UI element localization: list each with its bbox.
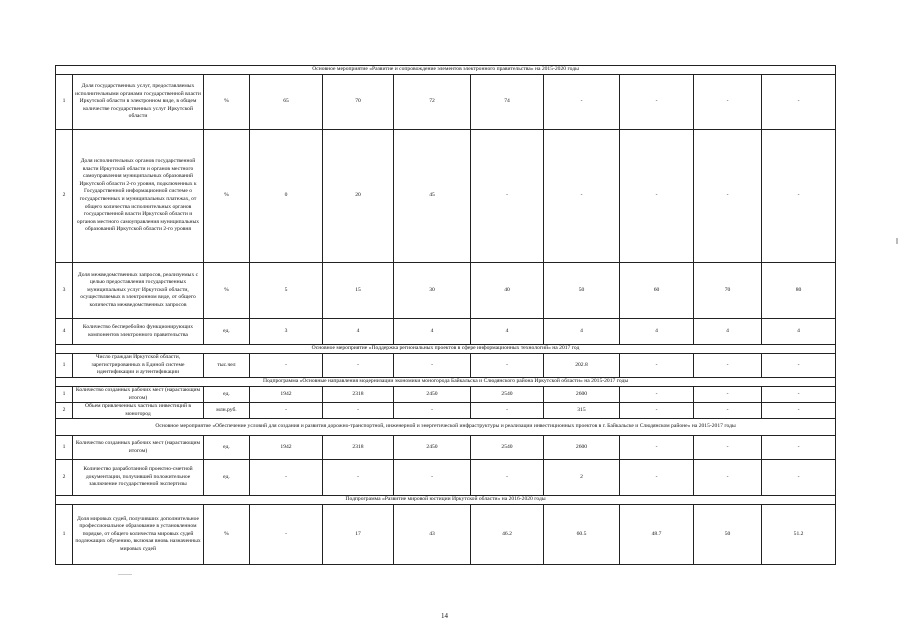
indicator-value: 20 (323, 130, 394, 263)
section-title: Подпрограмма «Основные направления модернизации экономики моногорода Байкальска и Слюдянского района Иркутской области» на 2015-2017 годы (56, 378, 836, 387)
indicator-value: - (620, 354, 694, 378)
unit-of-measure: ед. (204, 319, 250, 345)
indicator-value: 2600 (544, 387, 620, 403)
indicator-value: - (394, 460, 471, 496)
row-number: 1 (56, 387, 73, 403)
document-page (55, 65, 835, 565)
indicator-value: 40 (471, 263, 544, 319)
indicator-value: 45 (394, 130, 471, 263)
indicator-value: - (620, 130, 694, 263)
unit-of-measure: ед. (204, 436, 250, 460)
indicator-value: - (762, 436, 836, 460)
indicator-value: 2 (544, 460, 620, 496)
indicator-description: Доля государственных услуг, предоставляемых исполнительными органами государственной власти Иркутской области в электронном виде, в общем количестве государственных услуг Иркутской области (73, 75, 204, 130)
indicator-value: 65 (250, 75, 323, 130)
row-number: 1 (56, 75, 73, 130)
indicator-value: - (471, 354, 544, 378)
indicator-value: 48.7 (620, 505, 694, 565)
indicator-value: - (620, 403, 694, 419)
indicator-description: Количество разработанной проектно-сметной документации, получившей положительное заключение государственной экспертизы (73, 460, 204, 496)
indicator-value: 0 (250, 130, 323, 263)
indicator-value: - (471, 130, 544, 263)
indicator-value: - (694, 130, 762, 263)
indicator-row (56, 460, 836, 496)
indicator-description: Доля межведомственных запросов, реализуемых с целью предоставления государственных муниципальных услуг Иркутской области, осуществляемых в электронном виде, от общего количества межведомственных запросов (73, 263, 204, 319)
indicator-value: 1942 (250, 436, 323, 460)
indicator-value: 4 (471, 319, 544, 345)
indicator-row (56, 387, 836, 403)
indicator-description: Доля мировых судей, получивших дополнительное профессиональное образование в установленном порядке, от общего количества мировых судей подлежащих обучению, включая вновь назначенных мировых судей (73, 505, 204, 565)
indicator-value: 315 (544, 403, 620, 419)
indicator-value: - (762, 387, 836, 403)
row-number: 2 (56, 403, 73, 419)
indicator-value: 2318 (323, 436, 394, 460)
indicator-row (56, 319, 836, 345)
indicator-value: 17 (323, 505, 394, 565)
page-number: 14 (441, 612, 448, 620)
indicator-value: - (620, 75, 694, 130)
indicator-value: 43 (394, 505, 471, 565)
indicator-description: Доля исполнительных органов государственной власти Иркутской области и органов местного самоуправления муниципальных образований Иркутской области 2-го уровня, подключенных к Государственной информационной системе о государственных и муниципальных платежах, от общего количества исполнительных органов государственной власти Иркутской области и органов местного самоуправления муниципальных образований Иркутской области 2-го уровня (73, 130, 204, 263)
indicator-value: 70 (694, 263, 762, 319)
indicator-description: Количество бесперебойно функционирующих компонентов электронного правительства (73, 319, 204, 345)
section-title: Подпрограмма «Развитие мировой юстиции Иркутской области» на 2016-2020 годы (56, 496, 836, 505)
indicator-value: - (694, 403, 762, 419)
indicator-value: 4 (620, 319, 694, 345)
indicator-row (56, 263, 836, 319)
indicator-row (56, 75, 836, 130)
indicator-value: 15 (323, 263, 394, 319)
indicator-value: 4 (323, 319, 394, 345)
indicator-row (56, 436, 836, 460)
indicator-value: - (471, 403, 544, 419)
indicator-value: 2450 (394, 387, 471, 403)
indicator-value: - (394, 354, 471, 378)
section-title: Основное мероприятие «Развитие и сопровождение элементов электронного правительства» на 2015-2020 годы (56, 66, 836, 75)
indicator-value: 4 (394, 319, 471, 345)
indicator-value: 72 (394, 75, 471, 130)
unit-of-measure: % (204, 263, 250, 319)
row-number: 2 (56, 130, 73, 263)
unit-of-measure: % (204, 130, 250, 263)
indicator-value: - (323, 354, 394, 378)
indicator-value: 60 (620, 263, 694, 319)
indicator-value: - (394, 403, 471, 419)
row-number: 4 (56, 319, 73, 345)
indicator-value: 80 (762, 263, 836, 319)
unit-of-measure: % (204, 75, 250, 130)
indicator-value: 30 (394, 263, 471, 319)
section-header-row (56, 496, 836, 505)
indicator-row (56, 505, 836, 565)
indicator-description: Число граждан Иркутской области, зарегистрированных в Единой системе идентификации и аутентификации (73, 354, 204, 378)
section-header-row (56, 378, 836, 387)
indicator-row (56, 130, 836, 263)
section-title: Основное мероприятие «Обеспечение условий для создания и развития дорожно-транспортной, инженерной и энергетической инфраструктуры и реализации инвестиционных проектов в г. Байкальске и Слюдянском районе» на 2015-2017 годы (56, 419, 836, 436)
row-number: 3 (56, 263, 73, 319)
indicator-value: - (762, 354, 836, 378)
indicator-value: - (620, 387, 694, 403)
indicator-value: - (694, 387, 762, 403)
indicator-value: - (762, 403, 836, 419)
indicator-value: - (250, 354, 323, 378)
indicator-value: - (250, 460, 323, 496)
indicator-description: Количество созданных рабочих мест (нарастающим итогом) (73, 387, 204, 403)
row-number: 1 (56, 505, 73, 565)
indicator-value: 1942 (250, 387, 323, 403)
indicator-value: 2450 (394, 436, 471, 460)
unit-of-measure: млн.руб. (204, 403, 250, 419)
unit-of-measure: % (204, 505, 250, 565)
indicator-value: 50 (694, 505, 762, 565)
section-header-row (56, 66, 836, 75)
indicator-value: 4 (544, 319, 620, 345)
indicator-description: Объем привлеченных частных инвестиций в моногород (73, 403, 204, 419)
indicator-value: 60.5 (544, 505, 620, 565)
indicator-value: - (694, 436, 762, 460)
unit-of-measure: ед. (204, 460, 250, 496)
row-number: 1 (56, 436, 73, 460)
indicator-value: 5 (250, 263, 323, 319)
indicator-value: 74 (471, 75, 544, 130)
indicator-value: 51.2 (762, 505, 836, 565)
section-header-row (56, 419, 836, 436)
indicator-value: - (694, 460, 762, 496)
section-title: Основное мероприятие «Поддержка региональных проектов в сфере информационных технологий» на 2017 год (56, 345, 836, 354)
indicator-value: 70 (323, 75, 394, 130)
scan-artifact (118, 574, 132, 575)
indicator-value: - (694, 354, 762, 378)
indicator-value: 2540 (471, 436, 544, 460)
indicator-value: - (694, 75, 762, 130)
scan-artifact (896, 238, 898, 244)
section-header-row (56, 345, 836, 354)
indicator-value: - (323, 403, 394, 419)
indicator-row (56, 403, 836, 419)
indicator-value: 202.8 (544, 354, 620, 378)
row-number: 1 (56, 354, 73, 378)
indicator-value: - (544, 75, 620, 130)
indicator-value: - (620, 460, 694, 496)
row-number: 2 (56, 460, 73, 496)
indicator-value: - (323, 460, 394, 496)
indicator-value: 4 (762, 319, 836, 345)
indicator-value: 4 (694, 319, 762, 345)
indicator-value: 46.2 (471, 505, 544, 565)
indicator-value: 3 (250, 319, 323, 345)
indicator-description: Количество созданных рабочих мест (нарастающим итогом) (73, 436, 204, 460)
indicator-row (56, 354, 836, 378)
indicator-value: - (250, 505, 323, 565)
indicator-value: - (544, 130, 620, 263)
indicator-value: - (250, 403, 323, 419)
indicator-value: - (762, 130, 836, 263)
indicator-value: - (471, 460, 544, 496)
indicators-table (55, 65, 836, 565)
unit-of-measure: тыс.чел (204, 354, 250, 378)
indicator-value: - (762, 460, 836, 496)
indicator-value: 50 (544, 263, 620, 319)
indicator-value: - (762, 75, 836, 130)
indicator-value: 2600 (544, 436, 620, 460)
indicator-value: 2318 (323, 387, 394, 403)
indicator-value: 2540 (471, 387, 544, 403)
unit-of-measure: ед. (204, 387, 250, 403)
indicator-value: - (620, 436, 694, 460)
